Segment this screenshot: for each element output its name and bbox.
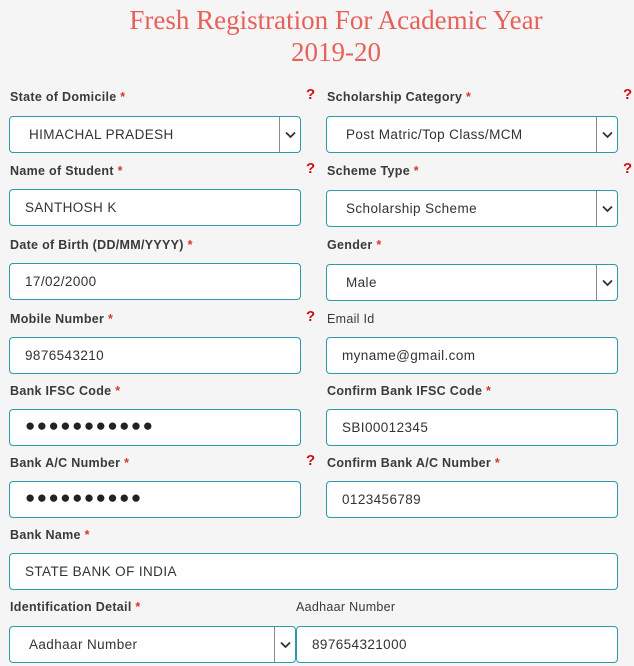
- bank-ac-number-label: Bank A/C Number *: [10, 456, 130, 470]
- bank-name-input[interactable]: STATE BANK OF INDIA: [9, 553, 618, 590]
- name-of-student-input[interactable]: SANTHOSH K: [9, 189, 301, 226]
- name-of-student-help-icon[interactable]: ?: [306, 160, 316, 177]
- scholarship-category-label: Scholarship Category *: [327, 90, 472, 104]
- date-of-birth-label: Date of Birth (DD/MM/YYYY) *: [10, 238, 193, 252]
- chevron-down-icon: [596, 117, 617, 152]
- name-of-student-label: Name of Student *: [10, 164, 123, 178]
- identification-detail-label: Identification Detail *: [10, 600, 141, 614]
- bank-ifsc-code-input[interactable]: ●●●●●●●●●●●: [9, 409, 301, 446]
- mobile-number-help-icon[interactable]: ?: [306, 308, 316, 325]
- aadhaar-number-input[interactable]: 897654321000: [296, 626, 618, 663]
- mobile-number-label: Mobile Number *: [10, 312, 114, 326]
- email-id-input[interactable]: myname@gmail.com: [326, 337, 618, 374]
- confirm-bank-ifsc-code-label: Confirm Bank IFSC Code *: [327, 384, 492, 398]
- bank-ac-number-help-icon[interactable]: ?: [306, 452, 316, 469]
- email-id-label: Email Id: [327, 312, 375, 326]
- confirm-bank-ac-number-input[interactable]: 0123456789: [326, 481, 618, 518]
- scholarship-category-select[interactable]: Post Matric/Top Class/MCM: [326, 116, 618, 153]
- aadhaar-number-label: Aadhaar Number: [296, 600, 396, 614]
- page-title: [0, 4, 634, 68]
- bank-name-label: Bank Name *: [10, 528, 90, 542]
- chevron-down-icon: [596, 265, 617, 300]
- page-title-line1: Fresh Registration For Academic Year: [129, 5, 543, 35]
- confirm-bank-ac-number-label: Confirm Bank A/C Number *: [327, 456, 501, 470]
- bank-ifsc-code-label: Bank IFSC Code *: [10, 384, 121, 398]
- chevron-down-icon: [596, 191, 617, 226]
- confirm-bank-ifsc-code-input[interactable]: SBI00012345: [326, 409, 618, 446]
- bank-ac-number-input[interactable]: ●●●●●●●●●●: [9, 481, 301, 518]
- scheme-type-select[interactable]: Scholarship Scheme: [326, 190, 618, 227]
- scheme-type-label: Scheme Type *: [327, 164, 419, 178]
- page-title-line2: 2019-20: [291, 37, 381, 67]
- gender-select[interactable]: Male: [326, 264, 618, 301]
- state-of-domicile-label: State of Domicile *: [10, 90, 126, 104]
- scheme-type-help-icon[interactable]: ?: [623, 160, 633, 177]
- state-of-domicile-select[interactable]: HIMACHAL PRADESH: [9, 116, 301, 153]
- state-of-domicile-help-icon[interactable]: ?: [306, 86, 316, 103]
- mobile-number-input[interactable]: 9876543210: [9, 337, 301, 374]
- gender-label: Gender *: [327, 238, 382, 252]
- chevron-down-icon: [274, 627, 295, 662]
- date-of-birth-input[interactable]: 17/02/2000: [9, 263, 301, 300]
- scholarship-category-help-icon[interactable]: ?: [623, 86, 633, 103]
- identification-detail-select[interactable]: Aadhaar Number: [9, 626, 296, 663]
- chevron-down-icon: [279, 117, 300, 152]
